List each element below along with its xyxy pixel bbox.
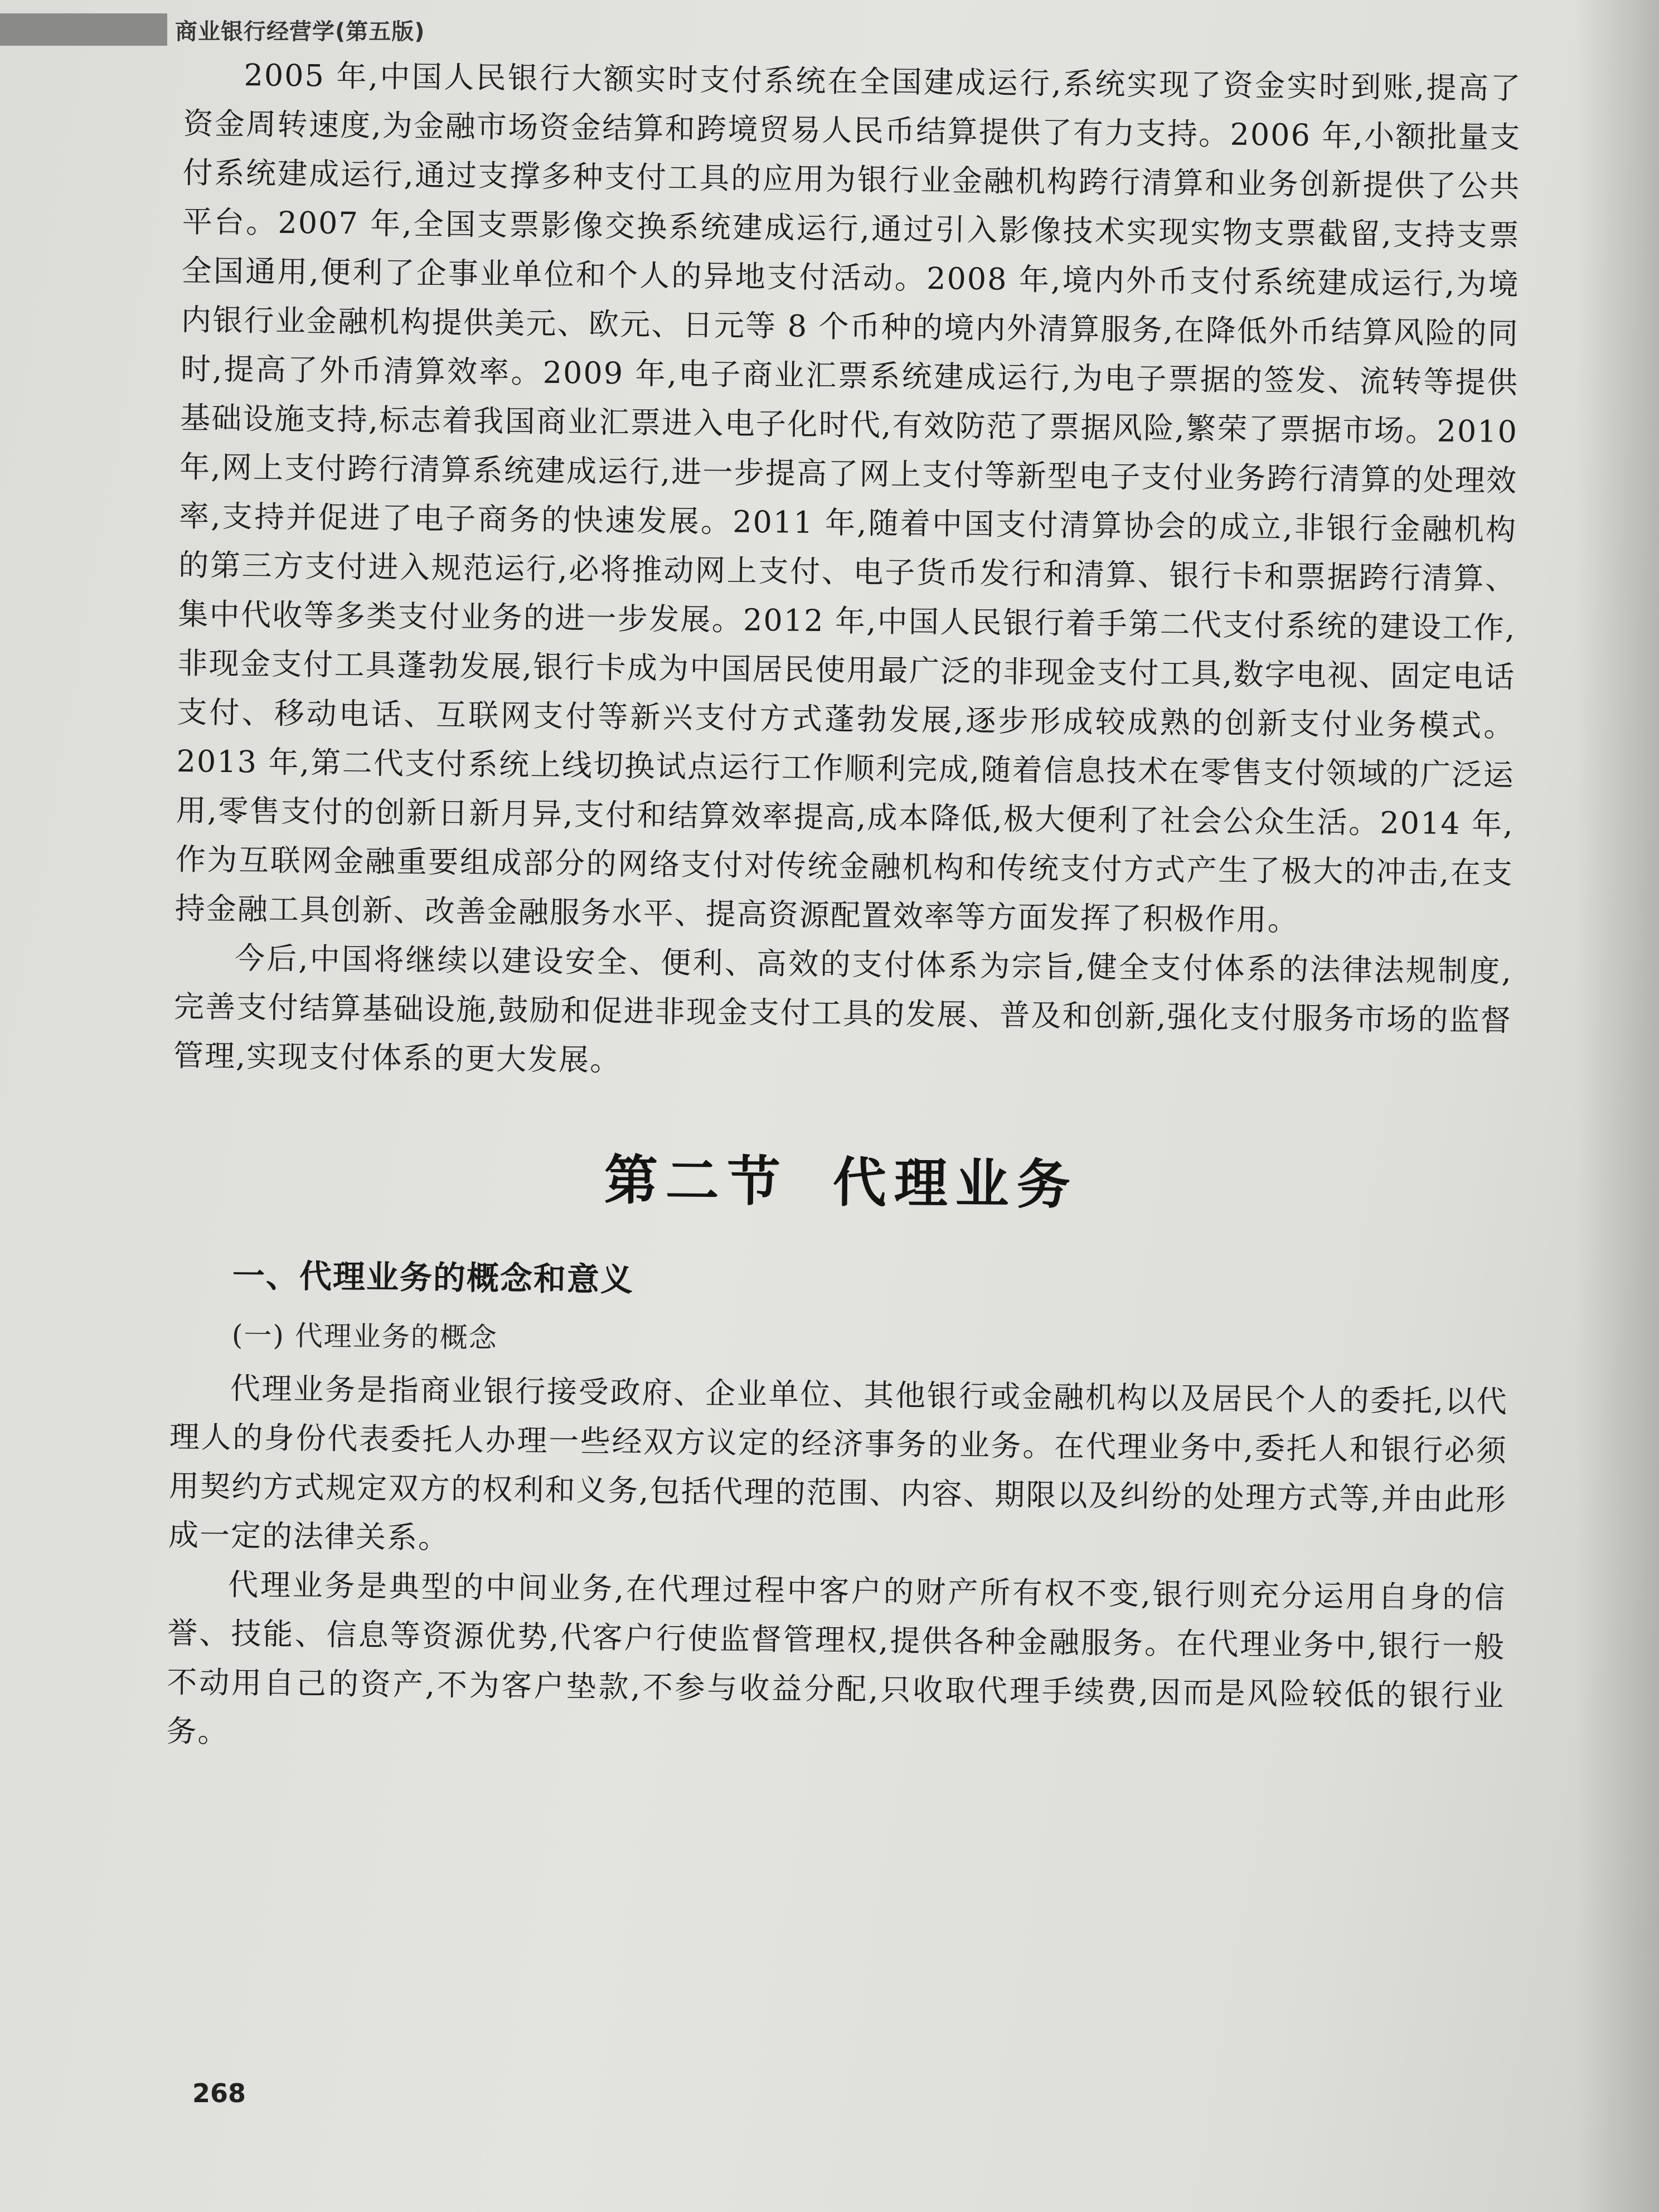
page-edge-shadow <box>1575 0 1659 2212</box>
header-bar <box>0 13 167 46</box>
body-text <box>166 50 1522 1770</box>
section-heading <box>172 1133 1510 1224</box>
subsubsection-heading: (一) 代理业务的概念 <box>231 1319 498 1355</box>
paragraph-payment-future: 今后,中国将继续以建设安全、便利、高效的支付体系为宗旨,健全支付体系的法律法规制度,完善支付结算基础设施,鼓励和促进非现金支付工具的发展、普及和创新,强化支付服务市场的监督管理,实现支付体系的更大发展。 <box>173 940 1513 1078</box>
running-header <box>0 11 425 48</box>
section-title: 代理业务 <box>832 1151 1079 1216</box>
subsection-heading: 一、代理业务的概念和意义 <box>232 1257 634 1299</box>
section-number: 第二节 <box>604 1149 789 1214</box>
paragraph-agency-definition: 代理业务是指商业银行接受政府、企业单位、其他银行或金融机构以及居民个人的委托,以代理人的身份代表委托人办理一些经双方议定的经济事务的业务。在代理业务中,委托人和银行必须用契约方式规定双方的权利和义务,包括代理的范围、内容、期限以及纠纷的处理方式等,并由此形成一定的法律关系。 <box>168 1371 1508 1556</box>
book-title: 商业银行经营学(第五版) <box>175 18 425 45</box>
paragraph-agency-nature: 代理业务是典型的中间业务,在代理过程中客户的财产所有权不变,银行则充分运用自身的信誉、技能、信息等资源优势,代客户行使监督管理权,提供各种金融服务。在代理业务中,银行一般不动用自己的资产,不为客户垫款,不参与收益分配,只收取代理手续费,因而是风险较低的银行业务。 <box>166 1566 1506 1750</box>
page-number: 268 <box>192 2078 246 2108</box>
paragraph-payment-history: 2005 年,中国人民银行大额实时支付系统在全国建成运行,系统实现了资金实时到账,提高了资金周转速度,为金融市场资金结算和跨境贸易人民币结算提供了有力支持。2006 年,小额批量支付系统建成运行,通过支撑多种支付工具的应用为银行业金融机构跨行清算和业务创新提供了公共平台。2007 年,全国支票影像交换系统建成运行,通过引入影像技术实现实物支票截留,支持支票全国通用,便利了企事业单位和个人的异地支付活动。2008 年,境内外币支付系统建成运行,为境内银行业金融机构提供美元、欧元、日元等 8 个币种的境内外清算服务,在降低外币结算风险的同时,提高了外币清算效率。2009 年,电子商业汇票系统建成运行,为电子票据的签发、流转等提供基础设施支持,标志着我国商业汇票进入电子化时代,有效防范了票据风险,繁荣了票据市场。2010 年,网上支付跨行清算系统建成运行,进一步提高了网上支付等新型电子支付业务跨行清算的处理效率,支持并促进了电子商务的快速发展。2011 年,随着中国支付清算协会的成立,非银行金融机构的第三方支付进入规范运行,必将推动网上支付、电子货币发行和清算、银行卡和票据跨行清算、集中代收等多类支付业务的进一步发展。2012 年,中国人民银行着手第二代支付系统的建设工作,非现金支付工具蓬勃发展,银行卡成为中国居民使用最广泛的非现金支付工具,数字电视、固定电话支付、移动电话、互联网支付等新兴支付方式蓬勃发展,逐步形成较成熟的创新支付业务模式。2013 年,第二代支付系统上线切换试点运行工作顺利完成,随着信息技术在零售支付领域的广泛运用,零售支付的创新日新月异,支付和结算效率提高,成本降低,极大便利了社会公众生活。2014 年,作为互联网金融重要组成部分的网络支付对传统金融机构和传统支付方式产生了极大的冲击,在支持金融工具创新、改善金融服务水平、提高资源配置效率等方面发挥了积极作用。 <box>174 57 1522 938</box>
